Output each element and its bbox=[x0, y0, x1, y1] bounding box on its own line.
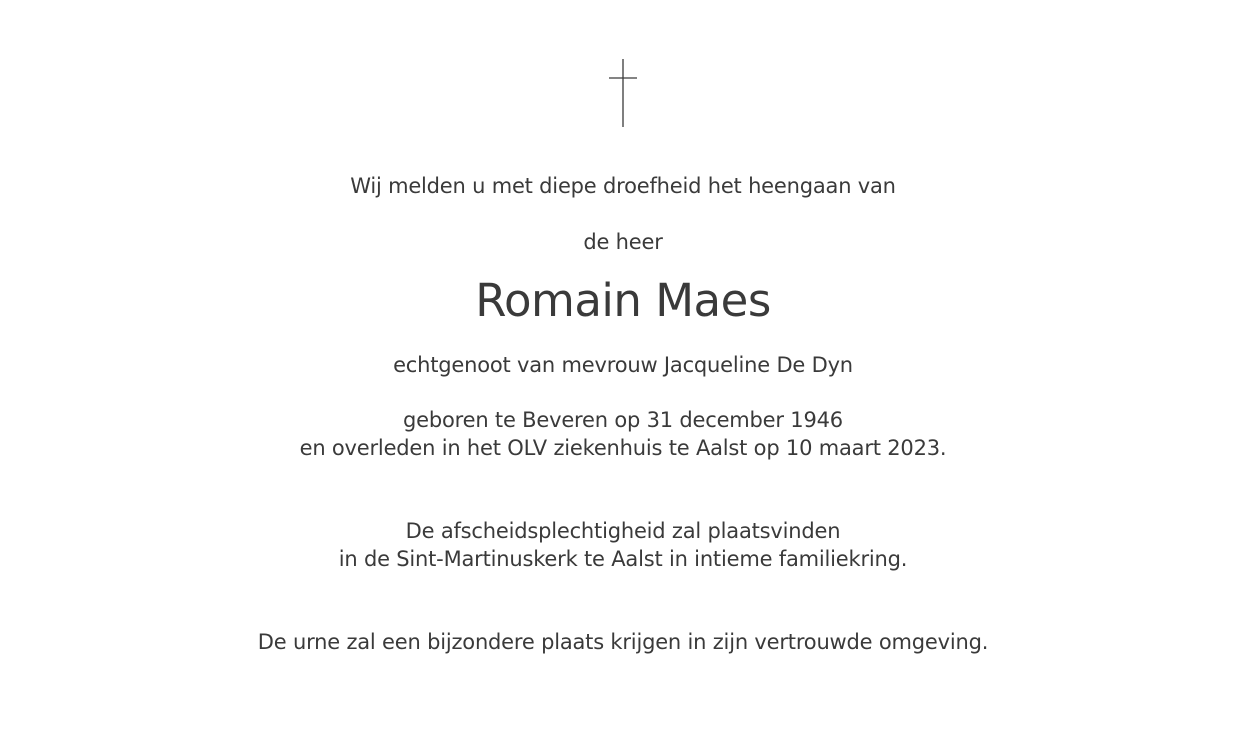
spouse-text: echtgenoot van mevrouw Jacqueline De Dyn bbox=[393, 353, 853, 377]
deceased-name: Romain Maes bbox=[475, 274, 771, 327]
death-text: en overleden in het OLV ziekenhuis te Aalst op 10 maart 2023. bbox=[299, 436, 947, 460]
ceremony-text-2: in de Sint-Martinuskerk te Aalst in intieme familiekring. bbox=[338, 547, 908, 571]
honorific-text: de heer bbox=[583, 230, 663, 254]
birth-text: geboren te Beveren op 31 december 1946 bbox=[403, 408, 843, 432]
intro-text: Wij melden u met diepe droefheid het heengaan van bbox=[350, 174, 896, 198]
urn-text: De urne zal een bijzondere plaats krijgen in zijn vertrouwde omgeving. bbox=[257, 630, 989, 654]
cross-icon bbox=[609, 59, 637, 127]
ceremony-text-1: De afscheidsplechtigheid zal plaatsvinden bbox=[405, 519, 841, 543]
